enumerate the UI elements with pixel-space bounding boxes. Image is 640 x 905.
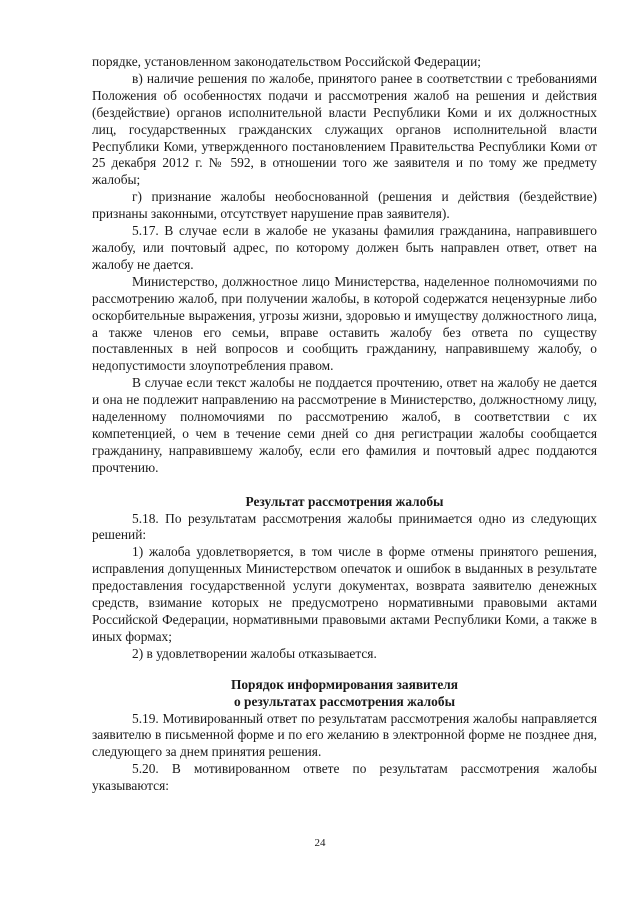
paragraph-5-17: 5.17. В случае если в жалобе не указаны фамилия гражданина, направившего жалобу, или почтовый адрес, по которому должен быть направлен ответ, ответ на жалобу не дается.	[92, 223, 597, 272]
section-heading-result: Результат рассмотрения жалобы	[245, 493, 444, 509]
paragraph-5-18: 5.18. По результатам рассмотрения жалобы принимается одно из следующих решений:	[92, 510, 597, 543]
paragraph-ministry-rights: Министерство, должностное лицо Министерства, наделенное полномочиями по рассмотрению жалоб, при получении жалобы, в которой содержатся нецензурные либо оскорбительные выражения, угрозы жизни, здоровью и имуществу должностного лица, а также членов его семьи, вправе оставить жалобу без ответа по существу поставленных в ней вопросов и сообщить гражданину, направившему жалобу, о недопустимости злоупотребления правом.	[92, 273, 597, 374]
section-heading-informing-line2: о результатах рассмотрения жалобы	[233, 693, 456, 709]
paragraph-unreadable-text: В случае если текст жалобы не поддается прочтению, ответ на жалобу не дается и она не подлежит направлению на рассмотрение в Министерство, должностному лицу, наделенному полномочиями по рассмотрению жалоб, в соответствии с их компетенцией, о чем в течение семи дней со дня регистрации жалобы сообщается гражданину, направившему жалобу, если его фамилия и почтовый адрес поддаются прочтению.	[92, 375, 597, 475]
paragraph-decision-1: 1) жалоба удовлетворяется, в том числе в форме отмены принятого решения, исправления допущенных Министерством опечаток и ошибок в выданных в результате предоставления государственной услуги документах, возврата заявителю денежных средств, взимание которых не предусмотрено нормативными правовыми актами Российской Федерации, нормативными правовыми актами Республики Коми, а также в иных формах;	[92, 544, 597, 644]
paragraph-item-g: г) признание жалобы необоснованной (решения и действия (бездействие) признаны законными, отсутствует нарушение прав заявителя).	[92, 189, 597, 222]
paragraph-5-20: 5.20. В мотивированном ответе по результатам рассмотрения жалобы указываются:	[92, 761, 597, 794]
paragraph-item-v: в) наличие решения по жалобе, принятого ранее в соответствии с требованиями Положения об особенностях подачи и рассмотрения жалоб на решения и действия (бездействие) органов исполнительной власти Республики Коми и их должностных лиц, государственных гражданских служащих органов исполнительной власти Республики Коми, утвержденного постановлением Правительства Республики Коми от 25 декабря 2012 г. № 592, в отношении того же заявителя и по тому же предмету жалобы;	[92, 70, 597, 188]
paragraph-5-19: 5.19. Мотивированный ответ по результатам рассмотрения жалобы направляется заявителю в письменной форме и по его желанию в электронной форме не позднее дня, следующего за днем принятия решения.	[92, 710, 597, 760]
paragraph-decision-2: 2) в удовлетворении жалобы отказывается.	[132, 645, 377, 661]
section-heading-informing-line1: Порядок информирования заявителя	[230, 676, 459, 692]
paragraph-continuation: порядке, установленном законодательством Российской Федерации;	[92, 54, 481, 69]
document-body	[92, 54, 597, 795]
page-number: 24	[314, 837, 326, 849]
